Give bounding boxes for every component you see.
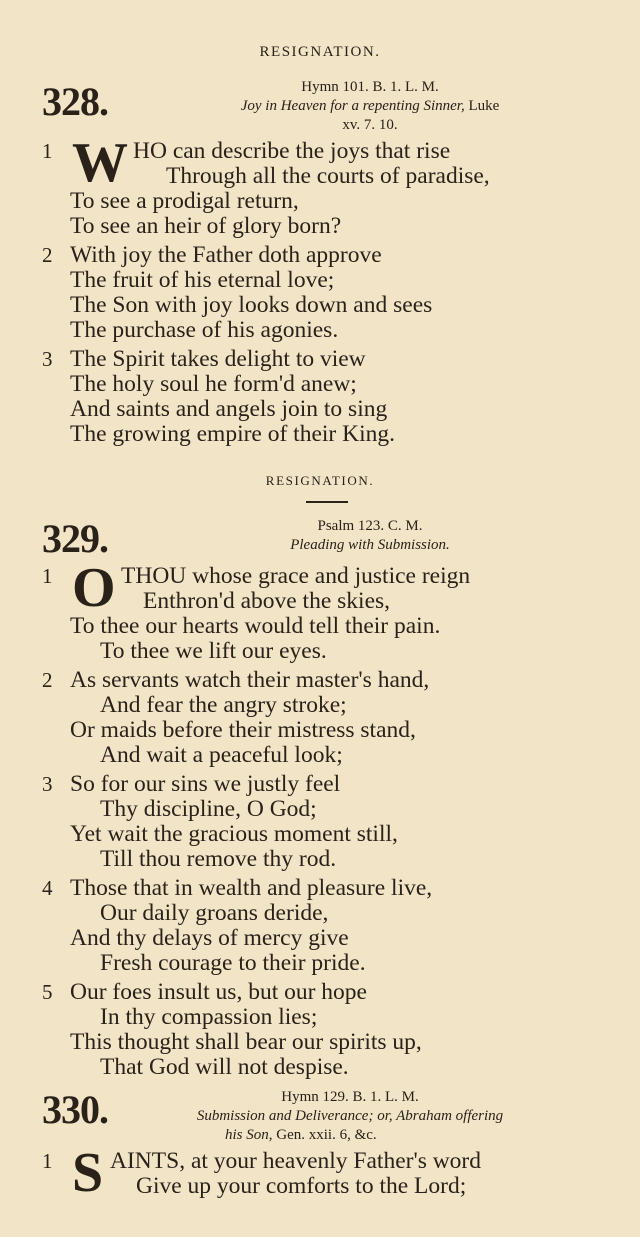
hymn-scripture-ref: xv. 7. 10. <box>342 117 398 133</box>
drop-cap: S <box>72 1142 104 1204</box>
verse-line: The fruit of his eternal love; <box>70 267 335 293</box>
hymn-meter: Hymn 101. B. 1. L. M. <box>301 79 439 95</box>
verse-line: And wait a peaceful look; <box>100 742 343 768</box>
verse-line: The holy soul he form'd anew; <box>70 371 357 397</box>
verse-line: Fresh courage to their pride. <box>100 950 366 976</box>
verse-line: Enthron'd above the skies, <box>143 588 391 614</box>
verse-line: The growing empire of their King. <box>70 421 395 447</box>
verse-line: Our foes insult us, but our hope <box>70 979 367 1005</box>
verse-line: THOU whose grace and justice reign <box>121 563 471 589</box>
verse-number: 5 <box>42 980 53 1004</box>
hymn-meta <box>140 78 600 135</box>
verse-line: And fear the angry stroke; <box>100 692 347 718</box>
verse-line: This thought shall bear our spirits up, <box>70 1029 422 1055</box>
verse-line: And thy delays of mercy give <box>70 925 349 951</box>
verse-line: The Son with joy looks down and sees <box>70 292 433 318</box>
hymn-meter: Psalm 123. C. M. <box>317 518 423 534</box>
hymn-subtitle: Joy in Heaven for a repenting Sinner, Luke <box>240 98 500 114</box>
verse-line: The Spirit takes delight to view <box>70 346 366 372</box>
verse-number: 2 <box>42 243 53 267</box>
verse-line: Thy discipline, O God; <box>100 796 317 822</box>
hymn-meter: Hymn 129. B. 1. L. M. <box>281 1089 419 1105</box>
hymn-meta <box>150 517 590 555</box>
verse-line: And saints and angels join to sing <box>70 396 388 422</box>
verse-line: To see an heir of glory born? <box>70 213 342 239</box>
verse-number: 3 <box>42 347 53 371</box>
verse-number: 3 <box>42 772 53 796</box>
hymn-meta <box>125 1088 575 1145</box>
section-rule <box>306 501 348 503</box>
verse-number: 1 <box>42 1149 53 1173</box>
drop-cap: O <box>72 557 116 619</box>
section-header: RESIGNATION. <box>265 473 375 488</box>
verse-line: So for our sins we justly feel <box>70 771 341 797</box>
verse-line: To thee we lift our eyes. <box>100 638 327 664</box>
hymn-scripture-ref: his Son, Gen. xxii. 6, &c. <box>225 1127 377 1143</box>
verse-line: With joy the Father doth approve <box>70 242 382 268</box>
hymn-subtitle: Pleading with Submission. <box>290 537 450 553</box>
verse-line: Give up your comforts to the Lord; <box>136 1173 467 1199</box>
verse-line: Those that in wealth and pleasure live, <box>70 875 433 901</box>
verse-line: Or maids before their mistress stand, <box>70 717 416 743</box>
hymn-number: 328. <box>42 79 108 124</box>
verse-number: 2 <box>42 668 53 692</box>
verse-line: Yet wait the gracious moment still, <box>70 821 398 847</box>
verse-line: In thy compassion lies; <box>100 1004 318 1030</box>
drop-cap: W <box>72 132 128 194</box>
verse-line: As servants watch their master's hand, <box>70 667 430 693</box>
verse-line: Till thou remove thy rod. <box>100 846 337 872</box>
verse-line: AINTS, at your heavenly Father's word <box>110 1148 482 1174</box>
verse-line: HO can describe the joys that rise <box>133 138 451 164</box>
verse-number: 1 <box>42 139 53 163</box>
page-header: RESIGNATION. <box>259 44 381 60</box>
verse-number: 4 <box>42 876 53 900</box>
hymn-number: 329. <box>42 516 108 561</box>
verse-line: To see a prodigal return, <box>70 188 299 214</box>
verse-line: Our daily groans deride, <box>100 900 329 926</box>
verse-line: The purchase of his agonies. <box>70 317 339 343</box>
verse-number: 1 <box>42 564 53 588</box>
verse-line: That God will not despise. <box>100 1054 349 1080</box>
hymn-number: 330. <box>42 1087 108 1132</box>
verse-line: Through all the courts of paradise, <box>166 163 490 189</box>
hymn-subtitle: Submission and Deliverance; or, Abraham offering <box>196 1108 504 1124</box>
verse-line: To thee our hearts would tell their pain. <box>70 613 441 639</box>
